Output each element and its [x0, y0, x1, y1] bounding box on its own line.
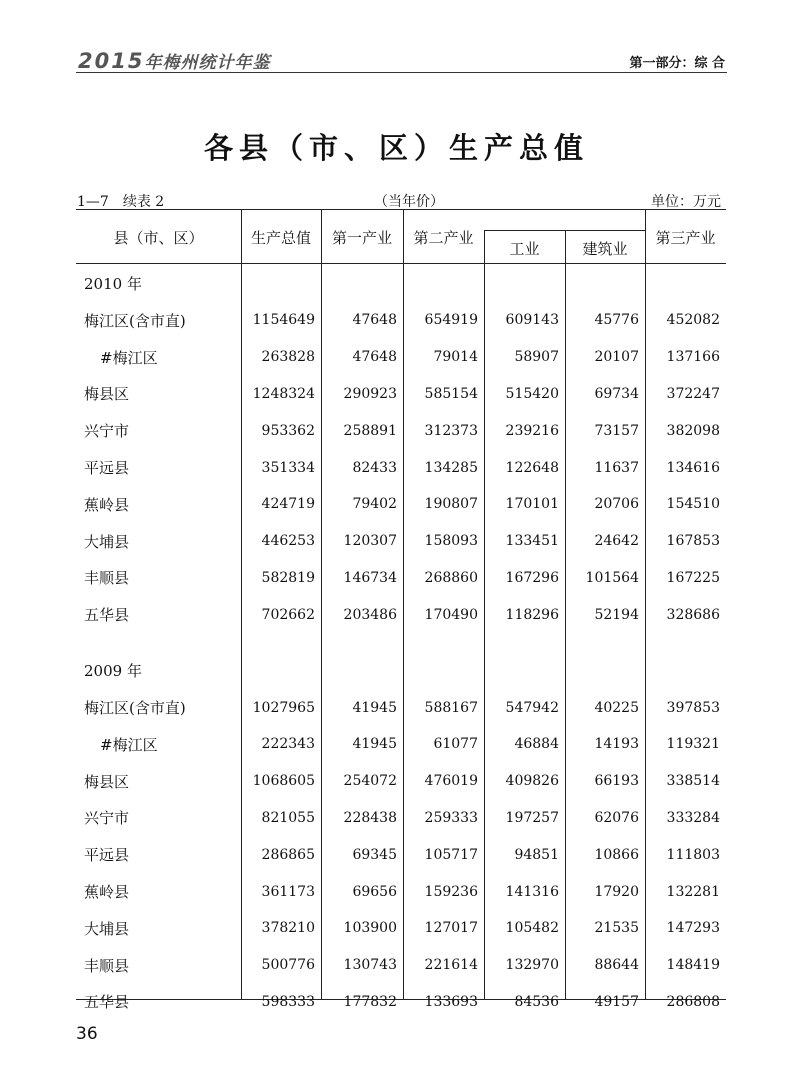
value-cell: 118296	[505, 606, 559, 623]
value-cell: 177832	[343, 993, 397, 1010]
year-heading-row	[76, 264, 726, 302]
value-cell: 500776	[261, 957, 315, 974]
value-cell: 148419	[666, 957, 720, 974]
value-cell: 197257	[505, 809, 559, 826]
value-cell: 111803	[666, 846, 720, 863]
value-cell: 88644	[594, 957, 639, 974]
value-cell: 69656	[352, 883, 397, 900]
value-cell: 154510	[666, 496, 720, 513]
region-name: 丰顺县	[84, 956, 130, 975]
value-cell: 79402	[352, 496, 397, 513]
value-cell: 609143	[505, 312, 559, 329]
value-cell: 69345	[352, 846, 397, 863]
value-cell: 409826	[505, 773, 559, 790]
value-cell: 382098	[666, 422, 720, 439]
table-id: 1—7 续表 2	[77, 194, 165, 210]
value-cell: 190807	[424, 496, 478, 513]
value-cell: 134285	[424, 459, 478, 476]
value-cell: 52194	[594, 606, 639, 623]
value-cell: 20107	[594, 349, 639, 366]
value-cell: 170101	[505, 496, 559, 513]
section-gap	[76, 633, 726, 651]
table-row	[76, 302, 726, 339]
table-row	[76, 523, 726, 560]
region-name: #梅江区	[100, 348, 158, 367]
region-name: 蕉岭县	[84, 495, 130, 514]
page-title: 各县（市、区）生产总值	[203, 131, 589, 165]
table-row	[76, 596, 726, 633]
value-cell: 1248324	[252, 385, 315, 402]
value-cell: 120307	[343, 533, 397, 550]
yearbook-name: 年梅州统计年鉴	[144, 53, 271, 73]
value-cell: 130743	[343, 957, 397, 974]
value-cell: 105482	[505, 920, 559, 937]
value-cell: 62076	[594, 809, 639, 826]
region-name: 平远县	[84, 846, 130, 865]
region-name: 丰顺县	[84, 569, 130, 588]
value-cell: 203486	[343, 606, 397, 623]
table-row	[76, 376, 726, 413]
value-cell: 133451	[505, 533, 559, 550]
col-header-industry: 工业	[509, 240, 540, 258]
value-cell: 167225	[666, 569, 720, 586]
value-cell: 452082	[666, 312, 720, 329]
table-row	[76, 763, 726, 800]
value-cell: 47648	[352, 349, 397, 366]
price-note: （当年价）	[374, 194, 444, 210]
region-name: 兴宁市	[84, 422, 130, 441]
value-cell: 24642	[594, 533, 639, 550]
table-row	[76, 560, 726, 597]
value-cell: 170490	[424, 606, 478, 623]
value-cell: 137166	[666, 349, 720, 366]
region-name: 蕉岭县	[84, 883, 130, 902]
value-cell: 141316	[505, 883, 559, 900]
yearbook-year: 2015	[78, 49, 145, 73]
value-cell: 378210	[261, 920, 315, 937]
value-cell: 167296	[505, 569, 559, 586]
value-cell: 338514	[666, 773, 720, 790]
value-cell: 105717	[424, 846, 478, 863]
value-cell: 290923	[343, 385, 397, 402]
value-cell: 333284	[666, 809, 720, 826]
value-cell: 351334	[261, 459, 315, 476]
value-cell: 41945	[352, 699, 397, 716]
region-name: 五华县	[84, 993, 130, 1012]
value-cell: 79014	[433, 349, 478, 366]
value-cell: 547942	[505, 699, 559, 716]
value-cell: 66193	[594, 773, 639, 790]
value-cell: 702662	[261, 606, 315, 623]
value-cell: 372247	[666, 385, 720, 402]
region-name: 平远县	[84, 459, 130, 478]
table-row	[76, 726, 726, 763]
value-cell: 47648	[352, 312, 397, 329]
table-row	[76, 412, 726, 449]
value-cell: 821055	[261, 809, 315, 826]
value-cell: 424719	[261, 496, 315, 513]
value-cell: 10866	[594, 846, 639, 863]
table-row	[76, 984, 726, 1021]
value-cell: 147293	[666, 920, 720, 937]
value-cell: 146734	[343, 569, 397, 586]
value-cell: 286808	[666, 993, 720, 1010]
region-name: 梅江区(含市直)	[84, 311, 186, 330]
table-row	[76, 486, 726, 523]
region-name: 大埔县	[84, 532, 130, 551]
value-cell: 598333	[261, 993, 315, 1010]
value-cell: 69734	[594, 385, 639, 402]
region-name: 大埔县	[84, 919, 130, 938]
value-cell: 1154649	[252, 312, 315, 329]
year-heading: 2010 年	[84, 274, 142, 293]
page-number: 36	[76, 1024, 98, 1044]
value-cell: 1068605	[252, 773, 315, 790]
value-cell: 21535	[594, 920, 639, 937]
unit-note: 单位：万元	[651, 194, 721, 210]
value-cell: 49157	[594, 993, 639, 1010]
region-name: 梅县区	[84, 772, 130, 791]
value-cell: 222343	[261, 736, 315, 753]
yearbook-header	[78, 48, 270, 73]
value-cell: 122648	[505, 459, 559, 476]
table-row	[76, 910, 726, 947]
year-heading: 2009 年	[84, 661, 142, 680]
table-row	[76, 836, 726, 873]
col-header-gdp: 生产总值	[250, 229, 311, 247]
value-cell: 40225	[594, 699, 639, 716]
value-cell: 103900	[343, 920, 397, 937]
col-header-primary: 第一产业	[331, 229, 392, 247]
value-cell: 254072	[343, 773, 397, 790]
region-name: 兴宁市	[84, 809, 130, 828]
section-name: 第一部分：综 合	[629, 56, 725, 71]
value-cell: 101564	[585, 569, 639, 586]
value-cell: 134616	[666, 459, 720, 476]
value-cell: 167853	[666, 533, 720, 550]
value-cell: 11637	[594, 459, 639, 476]
value-cell: 221614	[424, 957, 478, 974]
value-cell: 953362	[261, 422, 315, 439]
value-cell: 654919	[424, 312, 478, 329]
table-body	[76, 264, 726, 1020]
table-row	[76, 689, 726, 726]
value-cell: 132970	[505, 957, 559, 974]
region-name: 五华县	[84, 606, 130, 625]
region-name: 梅县区	[84, 385, 130, 404]
table-top-rule	[76, 209, 726, 210]
table-row	[76, 947, 726, 984]
value-cell: 585154	[424, 385, 478, 402]
col-header-construction: 建筑业	[582, 240, 628, 258]
value-cell: 20706	[594, 496, 639, 513]
header-divider	[76, 72, 727, 73]
value-cell: 132281	[666, 883, 720, 900]
value-cell: 41945	[352, 736, 397, 753]
value-cell: 61077	[433, 736, 478, 753]
col-header-region: 县（市、区）	[113, 229, 204, 247]
value-cell: 515420	[505, 385, 559, 402]
value-cell: 1027965	[252, 699, 315, 716]
value-cell: 588167	[424, 699, 478, 716]
region-name: 梅江区(含市直)	[84, 699, 186, 718]
value-cell: 17920	[594, 883, 639, 900]
value-cell: 258891	[343, 422, 397, 439]
table-row	[76, 800, 726, 837]
value-cell: 45776	[594, 312, 639, 329]
gdp-table	[76, 264, 726, 1020]
value-cell: 361173	[261, 883, 315, 900]
value-cell: 476019	[424, 773, 478, 790]
col-header-secondary: 第二产业	[413, 229, 474, 247]
value-cell: 119321	[666, 736, 720, 753]
table-row	[76, 873, 726, 910]
table-row	[76, 449, 726, 486]
col-header-tertiary: 第三产业	[655, 229, 716, 247]
value-cell: 127017	[424, 920, 478, 937]
value-cell: 46884	[514, 736, 559, 753]
value-cell: 328686	[666, 606, 720, 623]
value-cell: 582819	[261, 569, 315, 586]
value-cell: 268860	[424, 569, 478, 586]
value-cell: 312373	[424, 422, 478, 439]
value-cell: 239216	[505, 422, 559, 439]
value-cell: 286865	[261, 846, 315, 863]
value-cell: 133693	[424, 993, 478, 1010]
value-cell: 82433	[352, 459, 397, 476]
year-heading-row	[76, 651, 726, 689]
region-name: #梅江区	[100, 735, 158, 754]
table-row	[76, 339, 726, 376]
value-cell: 94851	[514, 846, 559, 863]
value-cell: 446253	[261, 533, 315, 550]
value-cell: 158093	[424, 533, 478, 550]
value-cell: 228438	[343, 809, 397, 826]
value-cell: 397853	[666, 699, 720, 716]
value-cell: 259333	[424, 809, 478, 826]
value-cell: 73157	[594, 422, 639, 439]
value-cell: 14193	[594, 736, 639, 753]
value-cell: 263828	[261, 349, 315, 366]
value-cell: 84536	[514, 993, 559, 1010]
value-cell: 159236	[424, 883, 478, 900]
value-cell: 58907	[514, 349, 559, 366]
